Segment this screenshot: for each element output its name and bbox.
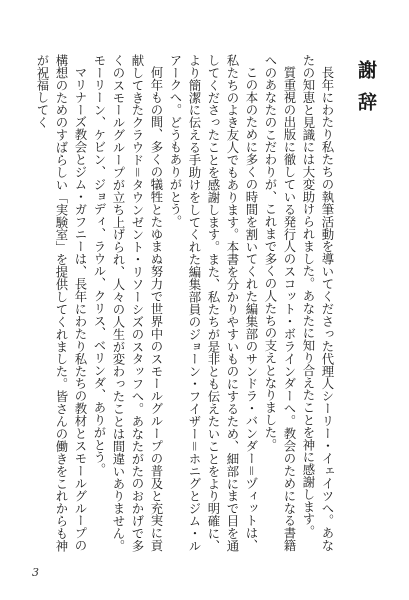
- page-heading: 謝辞: [355, 60, 377, 124]
- page-number: 3: [32, 566, 39, 579]
- acknowledgements-text: [33, 54, 379, 552]
- paragraph-5: マリナーズ教会とジム・ガフニーは、長年にわたり私たちの教材とスモールグループの構想のためのすばらしい「実験室」を提供してくれました。皆さんの働きをこれからも神が祝福してく: [35, 54, 88, 552]
- paragraph-4: 何年もの間、多くの犠牲とたゆまぬ努力で世界中のスモールグループの普及と充実に貢献してきたクラウド＝タウンゼント・リソーシズのスタッフへ。あなたがたのおかげで多くのスモールグループが立ち上げられ、人々の人生が変わったことは間違いありません。モーリーン、ケビン、ジョディ、ラウル、クリス、ベリンダ、ありがとう。: [92, 54, 164, 552]
- paragraph-1: 長年にわたり私たちの執筆活動を導いてくださった代理人シーリー・イェイツへ。あなたの知恵と見識には大変助けられました。あなたに知り合えたことを神に感謝します。: [301, 54, 335, 552]
- paragraph-3: この本のために多くの時間を割いてくれた編集部のサンドラ・バンダー＝ヅィットは、私たちのよき友人でもあります。本書を分かりやすいものにするため、細部にまで目を通してくださったことを感謝します。また、私たちが是非とも伝えたいことをより明確に、より簡潔に伝える手助けをしてくれた編集部員のジョーン・フイザー＝ホニグとジム・ルアークへ。どうもありがとう。: [168, 54, 259, 552]
- paragraph-2: 質重視の出版に徹している発行人のスコット・ボラインダーへ。教会のためになる書籍へのあなたのこだわりが、これまで多くの人たちの支えとなりました。: [263, 54, 297, 552]
